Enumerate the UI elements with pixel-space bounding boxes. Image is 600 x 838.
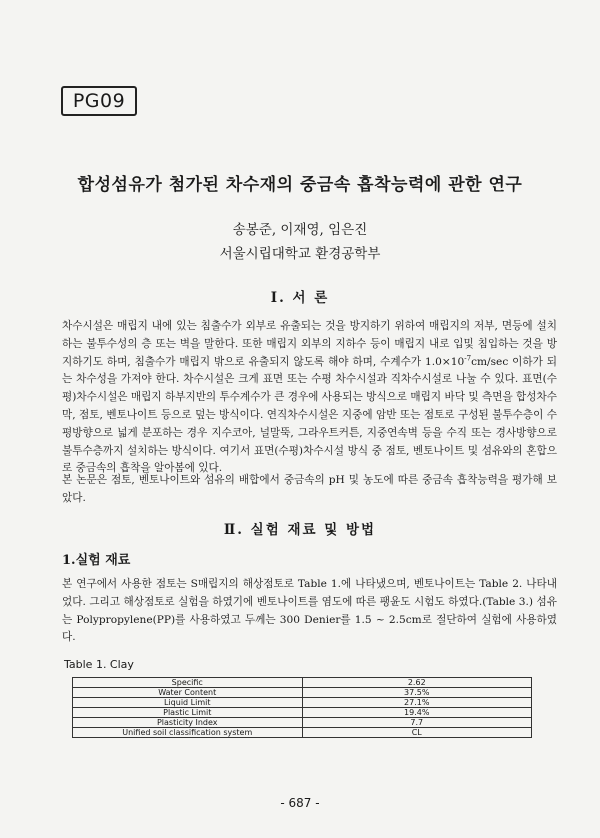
paper-code-box: PG09 bbox=[61, 86, 137, 116]
exponent: -7 bbox=[464, 354, 472, 363]
table-row bbox=[73, 688, 532, 698]
clay-properties-table bbox=[72, 677, 532, 738]
table-row bbox=[73, 698, 532, 708]
table-cell-label: Water Content bbox=[73, 688, 303, 698]
table-cell-value: 37.5% bbox=[302, 688, 532, 698]
materials-paragraph: 본 연구에서 사용한 점토는 S매립지의 해상점토로 Table 1.에 나타냈으며, 벤토나이트는 Table 2. 나타내었다. 그리고 해상점토로 실험을 하였기에 벤토나이트를 염도에 따른 팽윤도 시험도 하였다.(Table 3.) 섬유는 Polypropylene(PP)를 사용하였고 두께는 300 Denier를 1.5 ~ 2.5cm로 절단하여 실험에 사용하였다. bbox=[62, 578, 557, 644]
table-cell-value: 27.1% bbox=[302, 698, 532, 708]
table-cell-label: Plastic Limit bbox=[73, 708, 303, 718]
intro-text-part2: cm/sec 이하가 되는 차수성을 가져야 한다. 차수시설은 크게 표면 또는 수평 차수시설과 직차수시설로 나눌 수 있다. 표면(수평)차수시설은 매립지 하부지반의 투수계수가 큰 경우에 사용되는 방식으로 매립지 바닥 및 측면을 합성차수막, 점토, 벤토나이트 등으로 덮는 방식이다. 연직차수시설은 지중에 암반 또는 점토로 구성된 불투수층이 수평방향으로 넓게 분포하는 경우 지수코아, 널말뚝, 그라우트커튼, 지중연속벽 등을 수직 또는 경사방향으로 불투수층까지 설치하는 방식이다. 여기서 표면(수평)차수시설 방식 중 점토, 벤토나이트 및 섬유와의 혼합으로 중금속의 흡착을 알아봄에 있다. bbox=[62, 355, 557, 475]
table-cell-value: 19.4% bbox=[302, 708, 532, 718]
table-cell-label: Liquid Limit bbox=[73, 698, 303, 708]
table-cell-label: Specific bbox=[73, 678, 303, 688]
paper-title: 합성섬유가 첨가된 차수재의 중금속 흡착능력에 관한 연구 bbox=[77, 175, 523, 195]
table-cell-label: Unified soil classification system bbox=[73, 728, 303, 738]
table-row bbox=[73, 718, 532, 728]
intro-paragraph bbox=[62, 318, 557, 478]
intro-paragraph-2: 본 논문은 점토, 벤토나이트와 섬유의 배합에서 중금속의 pH 및 농도에 따른 중금속 흡착능력을 평가해 보았다. bbox=[62, 474, 557, 504]
authors: 송봉준, 이재영, 임은진 bbox=[232, 222, 368, 238]
table-cell-label: Plasticity Index bbox=[73, 718, 303, 728]
subsection-heading-materials: 1.실험 재료 bbox=[62, 553, 131, 568]
table-row bbox=[73, 728, 532, 738]
table-cell-value: CL bbox=[302, 728, 532, 738]
table-row bbox=[73, 708, 532, 718]
table-cell-value: 2.62 bbox=[302, 678, 532, 688]
affiliation: 서울시립대학교 환경공학부 bbox=[219, 246, 381, 262]
table-cell-value: 7.7 bbox=[302, 718, 532, 728]
section-heading-methods: Ⅱ. 실험 재료 및 방법 bbox=[223, 522, 377, 538]
page-number: - 687 - bbox=[280, 796, 320, 810]
intro-text-part1: 차수시설은 매립지 내에 있는 침출수가 외부로 유출되는 것을 방지하기 위하여 매립지의 저부, 면등에 설치하는 불투수성의 층 또는 벽을 말한다. 또한 매립지 외부의 지하수 등이 매립지 내로 입및 침입하는 것을 방지하기도 하며, 침출수가 매립지 밖으로 유출되지 않도록 해야 하며, 수계수가 1.0×10 bbox=[62, 320, 557, 368]
table1-caption: Table 1. Clay bbox=[64, 658, 134, 671]
section-heading-introduction: Ⅰ. 서 론 bbox=[270, 290, 330, 306]
table-row bbox=[73, 678, 532, 688]
